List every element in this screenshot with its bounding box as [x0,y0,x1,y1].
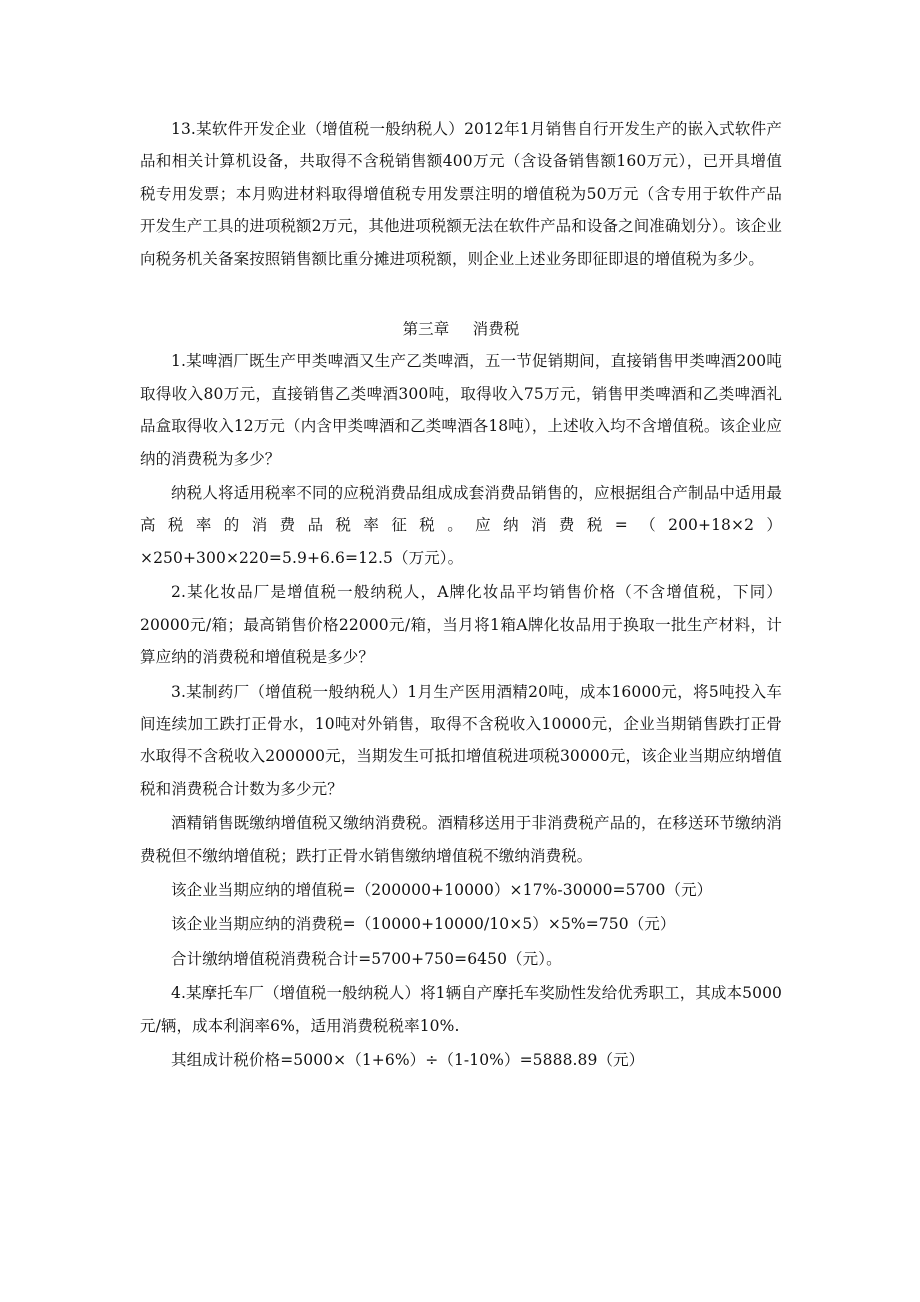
answer-4-price: 其组成计税价格=5000×（1+6%）÷（1-10%）=5888.89（元） [171,1050,645,1069]
document-body [140,113,782,1076]
question-3: 3.某制药厂（增值税一般纳税人）1月生产医用酒精20吨，成本16000元，将5吨投入车间连续加工跌打正骨水，10吨对外销售，取得不含税收入10000元，企业当期销售跌打正骨水取得不含税收入200000元，当期发生可抵扣增值税进项税30000元，该企业当期应纳增值税和消费税合计数为多少元？ [140,682,782,798]
answer-3-intro: 酒精销售既缴纳增值税又缴纳消费税。酒精移送用于非消费税产品的，在移送环节缴纳消费税但不缴纳增值税；跌打正骨水销售缴纳增值税不缴纳消费税。 [140,814,782,865]
question-13: 13.某软件开发企业（增值税一般纳税人）2012年1月销售自行开发生产的嵌入式软件产品和相关计算机设备，共取得不含税销售额400万元（含设备销售额160万元），已开具增值税专用发票；本月购进材料取得增值税专用发票注明的增值税为50万元（含专用于软件产品开发生产工具的进项税额2万元，其他进项税额无法在软件产品和设备之间准确划分）。该企业向税务机关备案按照销售额比重分摊进项税额，则企业上述业务即征即退的增值税为多少。 [140,120,782,268]
answer-1: 纳税人将适用税率不同的应税消费品组成成套消费品销售的，应根据组合产制品中适用最高税率的消费品税率征税。应纳消费税=（200+18×2）×250+300×220=5.9+6.6=12.5（万元）。 [140,484,782,567]
answer-3-total: 合计缴纳增值税消费税合计=5700+750=6450（元）。 [171,949,562,968]
question-1: 1.某啤酒厂既生产甲类啤酒又生产乙类啤酒，五一节促销期间，直接销售甲类啤酒200吨取得收入80万元，直接销售乙类啤酒300吨，取得收入75万元，销售甲类啤酒和乙类啤酒礼品盒取得收入12万元（内含甲类啤酒和乙类啤酒各18吨），上述收入均不含增值税。该企业应纳的消费税为多少？ [140,352,782,468]
answer-3-consumption-tax: 该企业当期应纳的消费税=（10000+10000/10×5）×5%=750（元） [171,915,676,934]
answer-3-vat: 该企业当期应纳的增值税=（200000+10000）×17%-30000=5700（元） [171,880,713,899]
chapter-title: 消费税 [472,320,520,339]
question-2: 2.某化妆品厂是增值税一般纳税人，A牌化妆品平均销售价格（不含增值税，下同）20000元/箱；最高销售价格22000元/箱，当月将1箱A牌化妆品用于换取一批生产材料，计算应纳的消费税和增值税是多少？ [140,583,782,667]
chapter-number: 第三章 [402,320,450,339]
chapter-heading [140,313,782,345]
question-4: 4.某摩托车厂（增值税一般纳税人）将1辆自产摩托车奖励性发给优秀职工，其成本5000元/辆，成本利润率6%，适用消费税税率10%. [140,984,782,1035]
